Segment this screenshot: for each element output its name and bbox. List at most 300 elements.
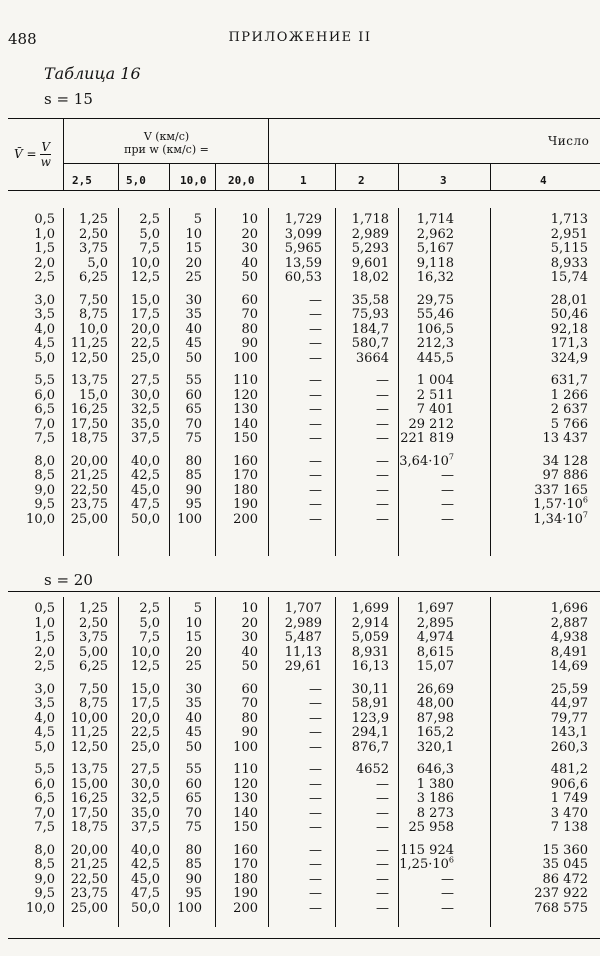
- cell-velocity: 95: [185, 497, 202, 512]
- cell-velocity: 130: [233, 791, 258, 806]
- cell-number: —: [309, 820, 322, 835]
- cell-velocity: 110: [233, 762, 258, 777]
- cell-velocity: 80: [185, 842, 202, 858]
- row-vbar-value: 5,0: [34, 739, 55, 755]
- cell-velocity: 65: [185, 791, 202, 806]
- column-header-number: 2: [358, 174, 365, 187]
- cell-number: 906,6: [550, 776, 588, 792]
- row-vbar-value: 8,5: [34, 468, 55, 483]
- cell-number: —: [309, 805, 322, 821]
- cell-velocity: 70: [241, 696, 258, 711]
- column-divider: [169, 208, 170, 556]
- cell-number: 25,59: [550, 681, 588, 697]
- cell-velocity: 90: [185, 482, 202, 498]
- cell-velocity: 180: [233, 482, 258, 498]
- cell-velocity: 30: [241, 630, 258, 645]
- cell-number: —: [441, 497, 454, 512]
- row-vbar-value: 7,5: [34, 820, 55, 835]
- cell-velocity: 10,00: [70, 710, 108, 726]
- cell-velocity: 27,5: [131, 373, 160, 388]
- cell-velocity: 120: [233, 387, 258, 403]
- cell-velocity: 140: [233, 416, 258, 432]
- cell-velocity: 95: [185, 886, 202, 901]
- column-divider: [490, 164, 491, 190]
- cell-velocity: 13,75: [70, 762, 108, 777]
- cell-velocity: 15,00: [70, 776, 108, 792]
- cell-number: —: [309, 468, 322, 483]
- cell-velocity: 60: [241, 292, 258, 308]
- cell-number: $3,64\cdot 10^7$: [399, 452, 454, 469]
- cell-number: $1,25\cdot 10^6$: [399, 855, 454, 872]
- cell-velocity: 190: [233, 497, 258, 512]
- cell-number: —: [309, 739, 322, 755]
- cell-velocity: 130: [233, 402, 258, 417]
- cell-number: 75,93: [351, 307, 389, 322]
- cell-number: —: [309, 416, 322, 432]
- cell-velocity: 35: [185, 696, 202, 711]
- cell-number: 44,97: [550, 696, 588, 711]
- cell-number: 1 266: [550, 387, 588, 403]
- cell-number: —: [376, 482, 389, 498]
- cell-number: 1,729: [284, 212, 322, 227]
- cell-velocity: 12,50: [70, 350, 108, 366]
- cell-velocity: 25,0: [131, 739, 160, 755]
- cell-velocity: 5: [193, 601, 202, 616]
- cell-number: 79,77: [550, 710, 588, 726]
- row-vbar-value: 9,5: [34, 497, 55, 512]
- row-vbar-value: 9,0: [34, 871, 55, 887]
- cell-velocity: 70: [185, 805, 202, 821]
- row-vbar-value: 8,0: [34, 842, 55, 858]
- column-divider: [398, 164, 399, 190]
- cell-velocity: 18,75: [70, 820, 108, 835]
- cell-number: 337 165: [534, 482, 588, 498]
- cell-velocity: 22,5: [131, 336, 160, 351]
- row-vbar-value: 2,0: [34, 644, 55, 660]
- cell-number: —: [376, 871, 389, 887]
- cell-velocity: 30: [185, 292, 202, 308]
- cell-number: 5,115: [550, 241, 588, 256]
- cell-velocity: 40,0: [131, 842, 160, 858]
- cell-number: 212,3: [416, 336, 454, 351]
- column-divider: [335, 597, 336, 927]
- cell-velocity: 25: [185, 270, 202, 285]
- column-divider: [215, 208, 216, 556]
- cell-number: —: [309, 511, 322, 527]
- cell-velocity: 150: [233, 431, 258, 446]
- cell-number: 8,615: [416, 644, 454, 660]
- cell-velocity: 2,5: [139, 212, 160, 227]
- cell-velocity: 8,75: [79, 307, 108, 322]
- cell-velocity: 20: [241, 226, 258, 242]
- cell-velocity: 12,50: [70, 739, 108, 755]
- cell-velocity: 50: [185, 739, 202, 755]
- cell-number: 106,5: [416, 321, 454, 337]
- cell-number: —: [441, 482, 454, 498]
- cell-number: 631,7: [550, 373, 588, 388]
- cell-number: —: [309, 336, 322, 351]
- cell-velocity: 80: [241, 321, 258, 337]
- cell-velocity: 160: [233, 453, 258, 469]
- cell-velocity: 21,25: [70, 857, 108, 872]
- row-vbar-value: 0,5: [34, 601, 55, 616]
- cell-number: 97 886: [542, 468, 588, 483]
- cell-velocity: 12,5: [131, 270, 160, 285]
- cell-number: —: [309, 482, 322, 498]
- column-divider: [215, 597, 216, 927]
- cell-number: —: [441, 886, 454, 901]
- cell-velocity: 50: [241, 270, 258, 285]
- cell-number: —: [309, 857, 322, 872]
- cell-velocity: 80: [185, 453, 202, 469]
- cell-number: —: [376, 805, 389, 821]
- cell-velocity: 30: [241, 241, 258, 256]
- cell-velocity: 10,0: [131, 644, 160, 660]
- cell-number: 2 511: [416, 387, 454, 403]
- section-title-s20: s = 20: [44, 571, 93, 589]
- cell-number: $1,57\cdot 10^6$: [533, 495, 588, 512]
- cell-velocity: 21,25: [70, 468, 108, 483]
- cell-velocity: 6,25: [79, 270, 108, 285]
- cell-number: 11,13: [284, 644, 322, 660]
- cell-velocity: 45: [185, 725, 202, 740]
- cell-number: 2,962: [416, 226, 454, 242]
- cell-number: 2,989: [284, 615, 322, 631]
- cell-velocity: 5: [193, 212, 202, 227]
- cell-velocity: 37,5: [131, 820, 160, 835]
- row-vbar-value: 1,0: [34, 226, 55, 242]
- row-vbar-value: 0,5: [34, 212, 55, 227]
- cell-velocity: 15: [185, 241, 202, 256]
- cell-number: 580,7: [351, 336, 389, 351]
- cell-velocity: 6,25: [79, 659, 108, 674]
- cell-number: —: [309, 681, 322, 697]
- cell-velocity: 100: [177, 900, 202, 916]
- cell-velocity: 100: [233, 350, 258, 366]
- column-header-w: 2,5: [72, 174, 92, 187]
- cell-number: —: [376, 402, 389, 417]
- cell-number: 1 004: [416, 373, 454, 388]
- cell-velocity: 100: [177, 511, 202, 527]
- row-vbar-value: 6,5: [34, 791, 55, 806]
- cell-velocity: 2,5: [139, 601, 160, 616]
- column-divider: [398, 208, 399, 556]
- column-divider: [63, 208, 64, 556]
- v-group-line2: при w (км/с) =: [124, 143, 209, 156]
- table-top-rule: [8, 118, 600, 119]
- cell-number: —: [441, 900, 454, 916]
- cell-velocity: 8,75: [79, 696, 108, 711]
- cell-velocity: 35,0: [131, 805, 160, 821]
- cell-number: 481,2: [550, 762, 588, 777]
- cell-velocity: 17,5: [131, 307, 160, 322]
- cell-number: —: [309, 431, 322, 446]
- cell-velocity: 40: [185, 710, 202, 726]
- cell-velocity: 15: [185, 630, 202, 645]
- cell-velocity: 7,50: [79, 681, 108, 697]
- cell-velocity: 200: [233, 511, 258, 527]
- running-head: ПРИЛОЖЕНИЕ II: [228, 30, 372, 45]
- vbar-fraction: [40, 140, 51, 169]
- cell-velocity: 110: [233, 373, 258, 388]
- cell-number: 48,00: [416, 696, 454, 711]
- row-vbar-value: 2,5: [34, 270, 55, 285]
- column-divider: [63, 597, 64, 927]
- cell-velocity: 190: [233, 886, 258, 901]
- cell-number: 4,974: [416, 630, 454, 645]
- cell-velocity: 1,25: [79, 212, 108, 227]
- cell-velocity: 25,0: [131, 350, 160, 366]
- exponent: 6: [582, 495, 588, 505]
- cell-number: —: [309, 292, 322, 308]
- cell-number: —: [376, 820, 389, 835]
- cell-velocity: 5,0: [87, 255, 108, 271]
- cell-velocity: 16,25: [70, 791, 108, 806]
- cell-velocity: 27,5: [131, 762, 160, 777]
- cell-velocity: 75: [185, 431, 202, 446]
- cell-number: 8,491: [550, 644, 588, 660]
- cell-velocity: 25,00: [70, 511, 108, 527]
- cell-number: —: [309, 350, 322, 366]
- cell-velocity: 7,5: [139, 630, 160, 645]
- cell-number: 34 128: [542, 453, 588, 469]
- cell-number: —: [309, 307, 322, 322]
- cell-number: 165,2: [416, 725, 454, 740]
- cell-velocity: 10,0: [131, 255, 160, 271]
- column-divider: [398, 597, 399, 927]
- cell-number: —: [376, 453, 389, 469]
- cell-velocity: 47,5: [131, 886, 160, 901]
- row-vbar-value: 5,5: [34, 762, 55, 777]
- cell-number: —: [309, 373, 322, 388]
- page-number: 488: [8, 30, 37, 48]
- cell-number: —: [309, 762, 322, 777]
- column-divider: [335, 208, 336, 556]
- row-vbar-value: 3,5: [34, 696, 55, 711]
- cell-velocity: 17,5: [131, 696, 160, 711]
- section-divider-rule: [8, 591, 600, 592]
- cell-number: 221 819: [400, 431, 454, 446]
- cell-velocity: 150: [233, 820, 258, 835]
- cell-number: 4652: [355, 762, 389, 777]
- row-vbar-value: 10,0: [26, 900, 55, 916]
- cell-velocity: 7,50: [79, 292, 108, 308]
- cell-number: 5,293: [351, 241, 389, 256]
- cell-number: 5,965: [284, 241, 322, 256]
- cell-velocity: 20,00: [70, 842, 108, 858]
- cell-velocity: 40: [241, 644, 258, 660]
- cell-velocity: 70: [185, 416, 202, 432]
- cell-velocity: 170: [233, 468, 258, 483]
- row-vbar-value: 1,5: [34, 241, 55, 256]
- cell-number: 143,1: [550, 725, 588, 740]
- row-vbar-value: 4,5: [34, 725, 55, 740]
- cell-number: 5,059: [351, 630, 389, 645]
- cell-number: —: [376, 511, 389, 527]
- cell-number: 8,931: [351, 644, 389, 660]
- cell-number: 2 637: [550, 402, 588, 417]
- vbar-label: V̄ =: [14, 147, 37, 161]
- row-vbar-value: 7,0: [34, 805, 55, 821]
- cell-velocity: 11,25: [70, 336, 108, 351]
- cell-velocity: 70: [241, 307, 258, 322]
- cell-number: 16,32: [416, 270, 454, 285]
- row-vbar-value: 4,0: [34, 321, 55, 337]
- cell-velocity: 90: [185, 871, 202, 887]
- cell-number: —: [309, 497, 322, 512]
- cell-number: 58,91: [351, 696, 389, 711]
- cell-velocity: 15,0: [79, 387, 108, 403]
- cell-number: 15 360: [542, 842, 588, 858]
- cell-number: 876,7: [351, 739, 389, 755]
- cell-velocity: 180: [233, 871, 258, 887]
- cell-velocity: 85: [185, 468, 202, 483]
- cell-number: 60,53: [284, 270, 322, 285]
- cell-velocity: 5,0: [139, 615, 160, 631]
- v-group-line1: V (км/с): [143, 130, 190, 143]
- row-vbar-value: 6,5: [34, 402, 55, 417]
- cell-number: —: [309, 321, 322, 337]
- cell-velocity: 75: [185, 820, 202, 835]
- row-vbar-value: 1,0: [34, 615, 55, 631]
- cell-number: 16,13: [351, 659, 389, 674]
- cell-velocity: 30: [185, 681, 202, 697]
- column-header-w: 20,0: [228, 174, 255, 187]
- cell-number: 13,59: [284, 255, 322, 271]
- cell-velocity: 55: [185, 373, 202, 388]
- cell-number: —: [376, 497, 389, 512]
- cell-number: 5,487: [284, 630, 322, 645]
- exponent: 6: [448, 855, 454, 865]
- cell-number: 29,61: [284, 659, 322, 674]
- cell-velocity: 10,0: [79, 321, 108, 337]
- cell-velocity: 3,75: [79, 241, 108, 256]
- cell-velocity: 35,0: [131, 416, 160, 432]
- cell-number: 2,895: [416, 615, 454, 631]
- cell-velocity: 1,25: [79, 601, 108, 616]
- cell-velocity: 3,75: [79, 630, 108, 645]
- cell-number: 1,718: [351, 212, 389, 227]
- column-divider: [490, 208, 491, 556]
- cell-number: 3664: [355, 350, 389, 366]
- cell-velocity: 10: [241, 212, 258, 227]
- cell-velocity: 55: [185, 762, 202, 777]
- cell-number: —: [376, 387, 389, 403]
- cell-number: 13 437: [542, 431, 588, 446]
- cell-number: 4,938: [550, 630, 588, 645]
- cell-velocity: 10: [241, 601, 258, 616]
- column-divider: [268, 208, 269, 556]
- cell-velocity: 40,0: [131, 453, 160, 469]
- column-header-number: 3: [440, 174, 447, 187]
- cell-velocity: 80: [241, 710, 258, 726]
- cell-number: 1,707: [284, 601, 322, 616]
- cell-velocity: 60: [185, 387, 202, 403]
- cell-number: 5,167: [416, 241, 454, 256]
- number-group-header: Число: [548, 134, 590, 148]
- cell-number: 50,46: [550, 307, 588, 322]
- cell-velocity: 200: [233, 900, 258, 916]
- cell-velocity: 50,0: [131, 900, 160, 916]
- cell-number: —: [441, 511, 454, 527]
- cell-number: 3 470: [550, 805, 588, 821]
- cell-number: 2,989: [351, 226, 389, 242]
- row-vbar-value: 9,0: [34, 482, 55, 498]
- cell-number: 320,1: [416, 739, 454, 755]
- cell-number: 8 273: [416, 805, 454, 821]
- cell-number: 1,713: [550, 212, 588, 227]
- row-vbar-value: 9,5: [34, 886, 55, 901]
- vbar-numerator: V: [41, 140, 51, 154]
- column-divider: [268, 597, 269, 927]
- cell-velocity: 160: [233, 842, 258, 858]
- header-mid-rule: [64, 163, 600, 164]
- cell-number: —: [376, 842, 389, 858]
- cell-number: 1 749: [550, 791, 588, 806]
- cell-number: 646,3: [416, 762, 454, 777]
- cell-number: —: [309, 871, 322, 887]
- cell-velocity: 2,50: [79, 226, 108, 242]
- cell-velocity: 47,5: [131, 497, 160, 512]
- cell-velocity: 42,5: [131, 857, 160, 872]
- cell-velocity: 10: [185, 226, 202, 242]
- cell-number: 1,714: [416, 212, 454, 227]
- cell-velocity: 20: [241, 615, 258, 631]
- row-vbar-value: 5,0: [34, 350, 55, 366]
- cell-number: 15,07: [416, 659, 454, 674]
- cell-velocity: 2,50: [79, 615, 108, 631]
- row-vbar-value: 1,5: [34, 630, 55, 645]
- cell-velocity: 140: [233, 805, 258, 821]
- cell-velocity: 50: [185, 350, 202, 366]
- cell-velocity: 40: [185, 321, 202, 337]
- cell-number: —: [309, 900, 322, 916]
- cell-velocity: 50,0: [131, 511, 160, 527]
- row-vbar-value: 8,0: [34, 453, 55, 469]
- cell-number: —: [376, 857, 389, 872]
- cell-number: 7 138: [550, 820, 588, 835]
- cell-number: —: [309, 776, 322, 792]
- cell-number: —: [309, 791, 322, 806]
- cell-velocity: 30,0: [131, 387, 160, 403]
- cell-velocity: 85: [185, 857, 202, 872]
- cell-velocity: 20: [185, 644, 202, 660]
- cell-number: 2,951: [550, 226, 588, 242]
- cell-number: —: [376, 468, 389, 483]
- cell-velocity: 16,25: [70, 402, 108, 417]
- row-vbar-value: 7,0: [34, 416, 55, 432]
- cell-number: 87,98: [416, 710, 454, 726]
- cell-number: 5 766: [550, 416, 588, 432]
- column-divider: [118, 164, 119, 190]
- column-divider: [335, 164, 336, 190]
- cell-number: —: [441, 468, 454, 483]
- cell-number: 9,601: [351, 255, 389, 271]
- cell-number: 115 924: [400, 842, 454, 858]
- cell-velocity: 25,00: [70, 900, 108, 916]
- row-vbar-value: 3,0: [34, 292, 55, 308]
- cell-velocity: 35: [185, 307, 202, 322]
- cell-number: —: [309, 453, 322, 469]
- cell-number: 28,01: [550, 292, 588, 308]
- cell-number: —: [376, 431, 389, 446]
- cell-number: —: [309, 696, 322, 711]
- cell-velocity: 22,5: [131, 725, 160, 740]
- row-vbar-value: 4,0: [34, 710, 55, 726]
- row-vbar-value: 2,5: [34, 659, 55, 674]
- section-title-s15: s = 15: [44, 90, 93, 108]
- cell-number: 26,69: [416, 681, 454, 697]
